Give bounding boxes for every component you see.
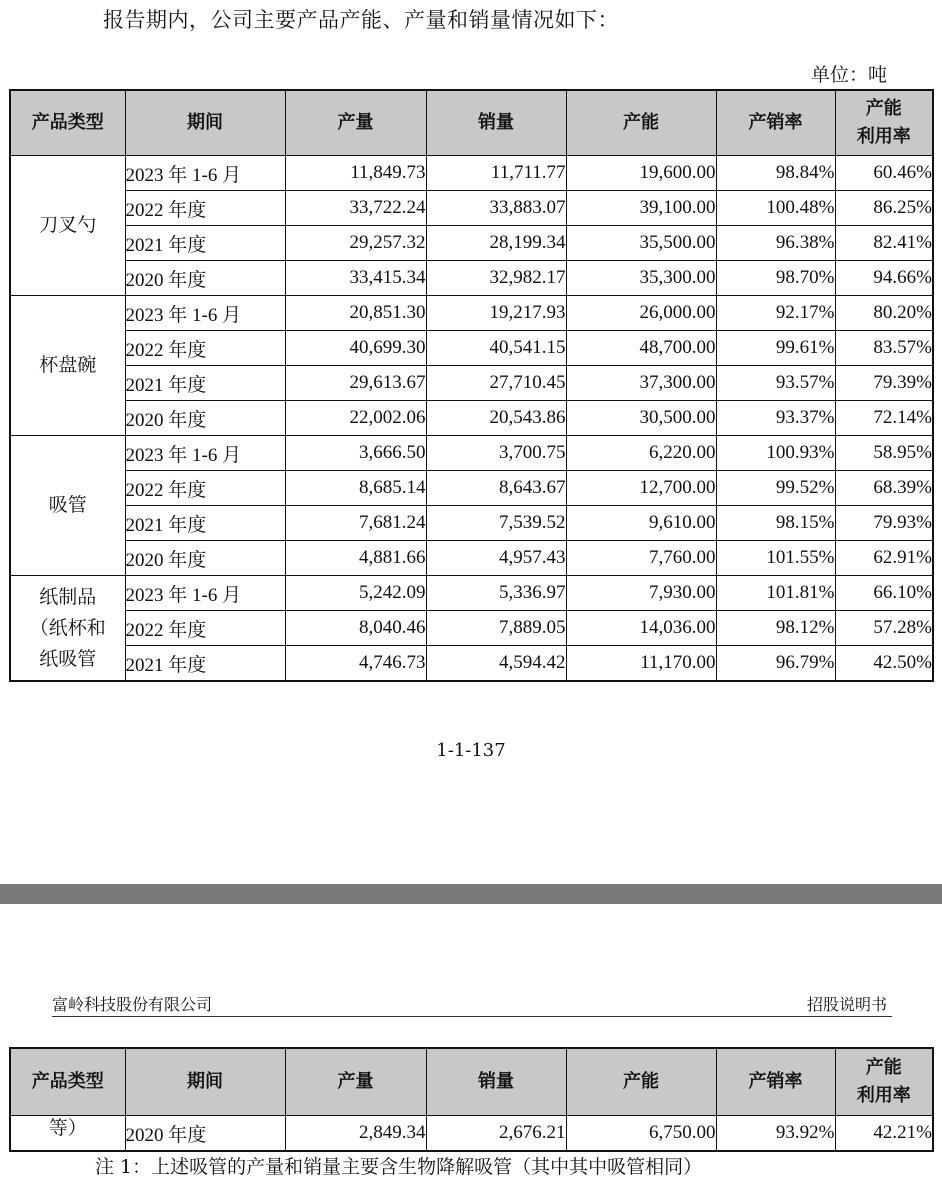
sales-cell: 28,199.34	[426, 226, 566, 261]
header-utilization-line2: 利用率	[856, 1085, 911, 1106]
header-output: 产量	[285, 1048, 426, 1116]
header-period: 期间	[125, 1048, 285, 1116]
utilization-cell: 79.39%	[835, 366, 933, 401]
category-line: 杯盘碗	[39, 354, 97, 376]
period-cell: 2020 年度	[125, 261, 285, 296]
sales-rate-cell: 92.17%	[716, 296, 835, 331]
output-cell: 33,722.24	[285, 191, 426, 226]
table-row	[10, 331, 933, 366]
table-header-row	[10, 1048, 933, 1116]
utilization-cell: 83.57%	[835, 331, 933, 366]
table-row	[10, 436, 933, 471]
header-document-type: 招股说明书	[806, 995, 887, 1014]
capacity-cell: 11,170.00	[566, 646, 716, 682]
header-period: 期间	[125, 90, 285, 156]
sales-rate-cell: 100.93%	[716, 436, 835, 471]
table-row	[10, 296, 933, 331]
header-company: 富岭科技股份有限公司	[52, 995, 213, 1014]
output-cell: 8,040.46	[285, 611, 426, 646]
header-utilization	[835, 1048, 933, 1116]
output-cell: 33,415.34	[285, 261, 426, 296]
header-utilization-line2: 利用率	[856, 126, 911, 147]
utilization-cell: 82.41%	[835, 226, 933, 261]
period-cell: 2020 年度	[125, 1116, 285, 1152]
period-cell: 2022 年度	[125, 471, 285, 506]
output-cell: 8,685.14	[285, 471, 426, 506]
table-row	[10, 191, 933, 226]
sales-cell: 4,957.43	[426, 541, 566, 576]
page-separator	[0, 884, 942, 904]
table-row	[10, 261, 933, 296]
utilization-cell: 42.50%	[835, 646, 933, 682]
output-cell: 5,242.09	[285, 576, 426, 611]
footnote: 注 1：上述吸管的产量和销量主要含生物降解吸管（其中其中吸管相同）	[95, 1156, 703, 1178]
category-line: 纸吸管	[39, 647, 97, 670]
category-cell	[10, 156, 125, 296]
header-capacity: 产能	[566, 1048, 716, 1116]
period-cell: 2023 年 1-6 月	[125, 296, 285, 331]
period-cell: 2021 年度	[125, 506, 285, 541]
period-cell: 2022 年度	[125, 191, 285, 226]
intro-text: 报告期内，公司主要产品产能、产量和销量情况如下：	[103, 8, 619, 32]
sales-rate-cell: 101.81%	[716, 576, 835, 611]
table-row	[10, 366, 933, 401]
capacity-cell: 7,760.00	[566, 541, 716, 576]
capacity-cell: 14,036.00	[566, 611, 716, 646]
sales-rate-cell: 98.84%	[716, 156, 835, 191]
sales-rate-cell: 98.15%	[716, 506, 835, 541]
category-cell	[10, 576, 125, 682]
sales-rate-cell: 96.38%	[716, 226, 835, 261]
capacity-cell: 48,700.00	[566, 331, 716, 366]
output-cell: 11,849.73	[285, 156, 426, 191]
capacity-cell: 37,300.00	[566, 366, 716, 401]
sales-cell: 19,217.93	[426, 296, 566, 331]
output-cell: 3,666.50	[285, 436, 426, 471]
table-row	[10, 506, 933, 541]
header-category: 产品类型	[10, 1048, 125, 1116]
sales-rate-cell: 93.37%	[716, 401, 835, 436]
table-row	[10, 1116, 933, 1152]
utilization-cell: 94.66%	[835, 261, 933, 296]
period-cell: 2023 年 1-6 月	[125, 156, 285, 191]
header-capacity: 产能	[566, 90, 716, 156]
capacity-cell: 26,000.00	[566, 296, 716, 331]
output-cell: 4,746.73	[285, 646, 426, 682]
header-rule	[52, 1016, 892, 1017]
utilization-cell: 72.14%	[835, 401, 933, 436]
sales-rate-cell: 99.61%	[716, 331, 835, 366]
sales-cell: 33,883.07	[426, 191, 566, 226]
header-utilization-line1: 产能	[865, 98, 902, 119]
utilization-cell: 62.91%	[835, 541, 933, 576]
period-cell: 2023 年 1-6 月	[125, 576, 285, 611]
sales-rate-cell: 98.12%	[716, 611, 835, 646]
utilization-cell: 66.10%	[835, 576, 933, 611]
output-cell: 2,849.34	[285, 1116, 426, 1152]
unit-label: 单位：吨	[810, 64, 887, 86]
sales-cell: 32,982.17	[426, 261, 566, 296]
sales-cell: 8,643.67	[426, 471, 566, 506]
utilization-cell: 57.28%	[835, 611, 933, 646]
sales-cell: 4,594.42	[426, 646, 566, 682]
sales-cell: 20,543.86	[426, 401, 566, 436]
category-line: 纸制品	[39, 585, 97, 608]
utilization-cell: 80.20%	[835, 296, 933, 331]
sales-cell: 11,711.77	[426, 156, 566, 191]
header-utilization-line1: 产能	[865, 1057, 902, 1078]
utilization-cell: 58.95%	[835, 436, 933, 471]
capacity-cell: 12,700.00	[566, 471, 716, 506]
header-category: 产品类型	[10, 90, 125, 156]
period-cell: 2021 年度	[125, 226, 285, 261]
table-row	[10, 401, 933, 436]
table-row	[10, 541, 933, 576]
table-row	[10, 646, 933, 682]
capacity-cell: 6,750.00	[566, 1116, 716, 1152]
sales-cell: 2,676.21	[426, 1116, 566, 1152]
utilization-cell: 79.93%	[835, 506, 933, 541]
sales-rate-cell: 98.70%	[716, 261, 835, 296]
category-cell: 等）	[10, 1116, 125, 1152]
table-header-row	[10, 90, 933, 156]
sales-cell: 7,889.05	[426, 611, 566, 646]
sales-cell: 7,539.52	[426, 506, 566, 541]
output-cell: 20,851.30	[285, 296, 426, 331]
sales-cell: 27,710.45	[426, 366, 566, 401]
category-line: 吸管	[48, 494, 87, 516]
output-cell: 22,002.06	[285, 401, 426, 436]
period-cell: 2021 年度	[125, 646, 285, 682]
capacity-cell: 6,220.00	[566, 436, 716, 471]
output-cell: 29,257.32	[285, 226, 426, 261]
period-cell: 2022 年度	[125, 611, 285, 646]
sales-rate-cell: 99.52%	[716, 471, 835, 506]
utilization-cell: 86.25%	[835, 191, 933, 226]
header-sales: 销量	[426, 90, 566, 156]
capacity-cell: 19,600.00	[566, 156, 716, 191]
period-cell: 2020 年度	[125, 541, 285, 576]
output-cell: 7,681.24	[285, 506, 426, 541]
output-cell: 4,881.66	[285, 541, 426, 576]
sales-rate-cell: 100.48%	[716, 191, 835, 226]
capacity-table-continued	[9, 1047, 934, 1152]
header-sales: 销量	[426, 1048, 566, 1116]
header-utilization	[835, 90, 933, 156]
sales-rate-cell: 101.55%	[716, 541, 835, 576]
category-line: （纸杯和	[29, 616, 106, 639]
utilization-cell: 68.39%	[835, 471, 933, 506]
header-sales-rate: 产销率	[716, 90, 835, 156]
table-row	[10, 226, 933, 261]
category-cell	[10, 436, 125, 576]
utilization-cell: 42.21%	[835, 1116, 933, 1152]
period-cell: 2023 年 1-6 月	[125, 436, 285, 471]
table-row	[10, 471, 933, 506]
capacity-table	[9, 89, 934, 682]
header-output: 产量	[285, 90, 426, 156]
category-cell	[10, 296, 125, 436]
table-row	[10, 156, 933, 191]
sales-rate-cell: 93.92%	[716, 1116, 835, 1152]
table-row	[10, 576, 933, 611]
capacity-cell: 30,500.00	[566, 401, 716, 436]
output-cell: 40,699.30	[285, 331, 426, 366]
period-cell: 2022 年度	[125, 331, 285, 366]
sales-cell: 3,700.75	[426, 436, 566, 471]
output-cell: 29,613.67	[285, 366, 426, 401]
header-sales-rate: 产销率	[716, 1048, 835, 1116]
sales-rate-cell: 93.57%	[716, 366, 835, 401]
table-row	[10, 611, 933, 646]
page-number: 1-1-137	[436, 740, 506, 761]
capacity-cell: 35,500.00	[566, 226, 716, 261]
capacity-cell: 7,930.00	[566, 576, 716, 611]
sales-cell: 40,541.15	[426, 331, 566, 366]
category-line: 刀叉勺	[39, 214, 97, 236]
utilization-cell: 60.46%	[835, 156, 933, 191]
sales-cell: 5,336.97	[426, 576, 566, 611]
sales-rate-cell: 96.79%	[716, 646, 835, 682]
capacity-cell: 35,300.00	[566, 261, 716, 296]
period-cell: 2021 年度	[125, 366, 285, 401]
capacity-cell: 9,610.00	[566, 506, 716, 541]
capacity-cell: 39,100.00	[566, 191, 716, 226]
period-cell: 2020 年度	[125, 401, 285, 436]
